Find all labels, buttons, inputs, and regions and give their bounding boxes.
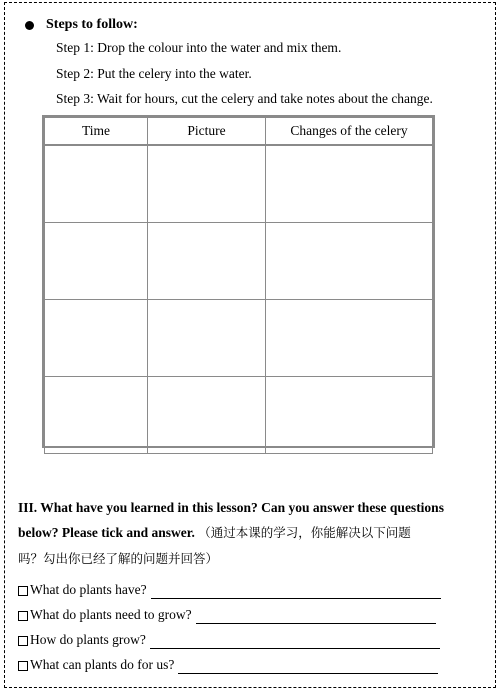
time-cell[interactable]	[45, 145, 148, 223]
changes-cell[interactable]	[266, 377, 433, 454]
question-1-label: What do plants have?	[30, 582, 147, 597]
question-4	[18, 656, 438, 674]
picture-cell[interactable]	[148, 300, 266, 377]
steps-heading-row	[25, 14, 138, 36]
worksheet-page	[4, 2, 496, 688]
question-2-label: What do plants need to grow?	[30, 607, 192, 622]
table-header-row	[45, 118, 433, 146]
table-row	[45, 300, 433, 377]
time-cell[interactable]	[45, 377, 148, 454]
step-1: Step 1: Drop the colour into the water and mix them.	[56, 40, 342, 55]
section-three-heading-cn-2: 吗？勾出你已经了解的问题并回答）	[18, 551, 219, 566]
section-three-heading-cn: （通过本课的学习，你能解决以下问题	[198, 525, 411, 540]
bullet-icon	[25, 21, 34, 30]
question-4-answer-line[interactable]	[178, 659, 438, 674]
question-3-label: How do plants grow?	[30, 632, 146, 647]
question-1	[18, 581, 441, 599]
steps-heading: Steps to follow:	[46, 17, 138, 32]
section-three-heading-line1: III. What have you learned in this lesson? Can you answer these questions	[18, 500, 444, 515]
question-2-answer-line[interactable]	[196, 609, 436, 624]
changes-cell[interactable]	[266, 145, 433, 223]
question-2-checkbox[interactable]	[18, 611, 28, 621]
step-3: Step 3: Wait for hours, cut the celery and take notes about the change.	[56, 91, 433, 106]
step-2: Step 2: Put the celery into the water.	[56, 66, 252, 81]
section-three-heading-line2	[18, 520, 488, 546]
question-3	[18, 631, 440, 649]
question-1-answer-line[interactable]	[151, 584, 441, 599]
changes-cell[interactable]	[266, 300, 433, 377]
section-three-heading-line3	[18, 546, 488, 572]
question-3-answer-line[interactable]	[150, 634, 440, 649]
question-3-checkbox[interactable]	[18, 636, 28, 646]
time-cell[interactable]	[45, 300, 148, 377]
header-picture: Picture	[148, 118, 266, 146]
section-three-heading-en: below? Please tick and answer.	[18, 525, 195, 540]
table-row	[45, 145, 433, 223]
question-2	[18, 606, 436, 624]
picture-cell[interactable]	[148, 145, 266, 223]
question-4-checkbox[interactable]	[18, 661, 28, 671]
header-time: Time	[45, 118, 148, 146]
picture-cell[interactable]	[148, 223, 266, 300]
time-cell[interactable]	[45, 223, 148, 300]
table-row	[45, 223, 433, 300]
table-row	[45, 377, 433, 454]
question-4-label: What can plants do for us?	[30, 657, 175, 672]
changes-cell[interactable]	[266, 223, 433, 300]
question-1-checkbox[interactable]	[18, 586, 28, 596]
picture-cell[interactable]	[148, 377, 266, 454]
observation-table	[42, 115, 435, 448]
header-changes: Changes of the celery	[266, 118, 433, 146]
